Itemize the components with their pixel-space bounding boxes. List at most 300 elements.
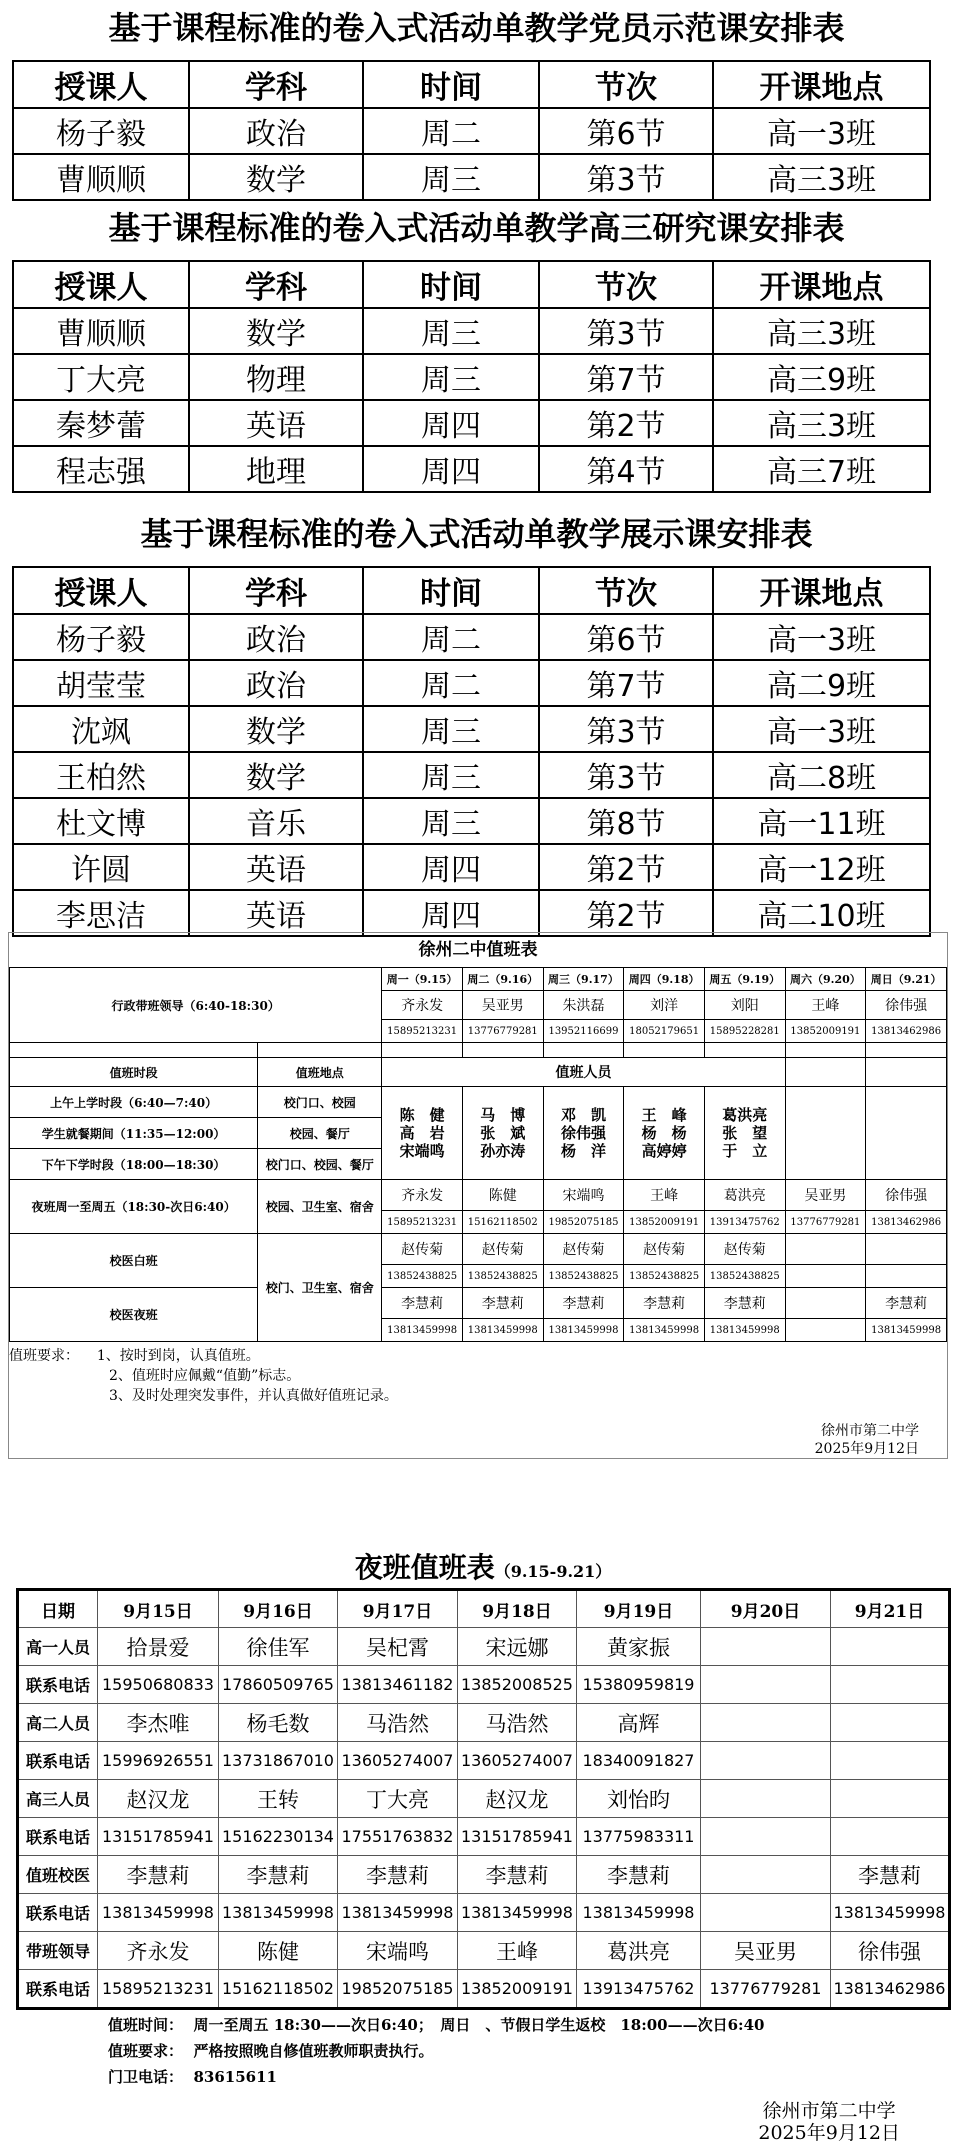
person-name: 王转 (219, 1780, 338, 1818)
person-name: 吴亚男 (701, 1932, 831, 1970)
table-cell: 周三 (363, 308, 539, 354)
leader-name: 朱洪磊 (543, 991, 624, 1020)
leader-name: 刘阳 (704, 991, 785, 1020)
phone (866, 1265, 947, 1288)
req-item: 1、按时到岗，认真值班。 (96, 1348, 260, 1364)
period-place: 校门口、校园 (258, 1087, 382, 1118)
doc-name: 赵传菊 (624, 1234, 705, 1265)
blank-cell (258, 1043, 382, 1058)
staff-name: 邓 凯 (560, 1106, 606, 1124)
staff-name: 宋端鸣 (399, 1142, 445, 1160)
staff-group (382, 1087, 463, 1180)
table-cell: 高三9班 (713, 354, 930, 400)
person-name: 黄家振 (577, 1628, 701, 1666)
person-name: 李慧莉 (338, 1856, 458, 1894)
table-cell: 许圆 (13, 844, 189, 890)
blank-cell (866, 1058, 947, 1087)
phone: 13852438825 (704, 1265, 785, 1288)
period-place: 校门口、校园、餐厅 (258, 1149, 382, 1180)
doc-night-label: 校医夜班 (10, 1288, 258, 1342)
table-row (13, 108, 930, 154)
doc-name (785, 1288, 866, 1319)
table-cell: 第3节 (539, 308, 713, 354)
table-row (13, 660, 930, 706)
night-signature (758, 2100, 900, 2144)
row-label: 带班领导 (18, 1932, 98, 1970)
duty-section (8, 932, 948, 1459)
night-name: 徐伟强 (866, 1180, 947, 1211)
col-period: 值班时段 (10, 1058, 258, 1087)
duty-frame (8, 932, 948, 1459)
person-name: 李慧莉 (98, 1856, 219, 1894)
date-label: 日期 (18, 1590, 98, 1628)
table-cell: 政治 (189, 108, 363, 154)
table-cell: 高三3班 (713, 400, 930, 446)
doc-name: 赵传菊 (704, 1234, 785, 1265)
header-row (13, 261, 930, 308)
phone: 15950680833 (98, 1666, 219, 1704)
phone: 13813462986 (831, 1970, 950, 2009)
staff-name: 孙亦涛 (480, 1142, 526, 1160)
phone: 13813459998 (98, 1894, 219, 1932)
header-row (13, 61, 930, 108)
table-cell: 高二10班 (713, 890, 930, 936)
table-row (13, 890, 930, 936)
table-cell: 杨子毅 (13, 108, 189, 154)
col-place: 值班地点 (258, 1058, 382, 1087)
night-title-row (16, 1548, 950, 1588)
table-cell: 第7节 (539, 354, 713, 400)
column-header: 开课地点 (713, 567, 930, 614)
phone: 13776779281 (701, 1970, 831, 2009)
table-cell: 第2节 (539, 400, 713, 446)
day-header: 周四（9.18） (624, 968, 705, 991)
table-cell: 周二 (363, 614, 539, 660)
table-cell: 第3节 (539, 752, 713, 798)
row-label: 联系电话 (18, 1818, 98, 1856)
night-name: 葛洪亮 (704, 1180, 785, 1211)
demo-lesson-section (0, 8, 953, 201)
date-header: 9月17日 (338, 1590, 458, 1628)
staff-name: 高婷婷 (641, 1142, 687, 1160)
table-cell: 音乐 (189, 798, 363, 844)
period-label: 学生就餐期间（11:35—12:00） (10, 1118, 258, 1149)
column-header: 授课人 (13, 567, 189, 614)
person-name: 拾景爱 (98, 1628, 219, 1666)
table-cell: 政治 (189, 614, 363, 660)
table-cell: 杜文博 (13, 798, 189, 844)
blank-cell (704, 1043, 785, 1058)
row-label: 值班校医 (18, 1856, 98, 1894)
showcase-lesson-section (0, 514, 953, 937)
column-header: 授课人 (13, 261, 189, 308)
table-row (13, 706, 930, 752)
column-header: 授课人 (13, 61, 189, 108)
table-cell: 周二 (363, 660, 539, 706)
leader-name: 徐伟强 (866, 991, 947, 1020)
doc-name: 李慧莉 (543, 1288, 624, 1319)
table-cell: 曹顺顺 (13, 308, 189, 354)
org-name: 徐州市第二中学 (762, 2100, 896, 2122)
table-title: 基于课程标准的卷入式活动单教学高三研究课安排表 (108, 209, 845, 247)
blank-cell (543, 1043, 624, 1058)
date-header: 9月19日 (577, 1590, 701, 1628)
table-cell: 高三3班 (713, 154, 930, 200)
person-name: 宋端鸣 (338, 1932, 458, 1970)
staff-name: 陈 健 (399, 1106, 445, 1124)
duty-requirements (9, 1342, 947, 1406)
doc-name: 赵传菊 (382, 1234, 463, 1265)
table-cell: 第6节 (539, 108, 713, 154)
phone: 13913475762 (704, 1211, 785, 1234)
period-place: 校园、餐厅 (258, 1118, 382, 1149)
phone: 13813459998 (866, 1319, 947, 1342)
person-name: 赵汉龙 (98, 1780, 219, 1818)
doc-day-label: 校医白班 (10, 1234, 258, 1288)
table-cell: 数学 (189, 308, 363, 354)
phone: 13813459998 (219, 1894, 338, 1932)
time-text: 周一至周五 18:30——次日6:40； 周日 、节假日学生返校 18:00——次日6:40 (193, 2016, 765, 2034)
row-label: 高三人员 (18, 1780, 98, 1818)
column-header: 时间 (363, 261, 539, 308)
phone (785, 1319, 866, 1342)
table-cell: 第8节 (539, 798, 713, 844)
table-cell: 第6节 (539, 614, 713, 660)
blank-cell (10, 1043, 258, 1058)
night-duty-row (10, 1180, 947, 1211)
table-cell: 物理 (189, 354, 363, 400)
person-name: 高辉 (577, 1704, 701, 1742)
phone: 15895228281 (704, 1020, 785, 1043)
leader-name: 吴亚男 (462, 991, 543, 1020)
doc-night-row (10, 1288, 947, 1319)
table-cell: 周四 (363, 844, 539, 890)
table-cell: 英语 (189, 890, 363, 936)
table-cell: 周三 (363, 706, 539, 752)
doc-name: 赵传菊 (543, 1234, 624, 1265)
table-cell: 数学 (189, 154, 363, 200)
row-label: 联系电话 (18, 1970, 98, 2009)
night-row (18, 1894, 950, 1932)
staff-name: 张 望 (722, 1124, 768, 1142)
table-cell: 高二9班 (713, 660, 930, 706)
doc-name: 赵传菊 (462, 1234, 543, 1265)
phone: 18052179651 (624, 1020, 705, 1043)
table-cell: 程志强 (13, 446, 189, 492)
staff-name: 王 峰 (641, 1106, 687, 1124)
night-subtitle: （9.15-9.21） (494, 1562, 612, 1581)
person-name (831, 1780, 950, 1818)
phone: 13852438825 (462, 1265, 543, 1288)
date-header: 9月18日 (458, 1590, 577, 1628)
doc-name (866, 1234, 947, 1265)
phone: 18340091827 (577, 1742, 701, 1780)
night-title: 夜班值班表 (354, 1551, 495, 1584)
night-name: 吴亚男 (785, 1180, 866, 1211)
doc-name (785, 1234, 866, 1265)
staff-group (543, 1087, 624, 1180)
doc-name: 李慧莉 (624, 1288, 705, 1319)
blank-cell (866, 1087, 947, 1180)
table-cell: 数学 (189, 706, 363, 752)
person-name: 徐佳军 (219, 1628, 338, 1666)
table-cell: 周三 (363, 752, 539, 798)
phone: 13151785941 (458, 1818, 577, 1856)
phone: 19852075185 (338, 1970, 458, 2009)
phone: 13852009191 (785, 1020, 866, 1043)
night-label: 夜班周一至周五（18:30-次日6:40） (10, 1180, 258, 1234)
table-cell: 第2节 (539, 844, 713, 890)
table-cell: 英语 (189, 400, 363, 446)
date-header: 9月21日 (831, 1590, 950, 1628)
days-row (10, 968, 947, 991)
night-name: 陈健 (462, 1180, 543, 1211)
phone (831, 1742, 950, 1780)
table-cell: 第3节 (539, 154, 713, 200)
phone: 13776779281 (462, 1020, 543, 1043)
leader-name: 刘洋 (624, 991, 705, 1020)
doc-name: 李慧莉 (382, 1288, 463, 1319)
table-cell: 李思洁 (13, 890, 189, 936)
phone: 15895213231 (98, 1970, 219, 2009)
table-cell: 曹顺顺 (13, 154, 189, 200)
staff-name: 于 立 (722, 1142, 768, 1160)
table-cell: 周二 (363, 108, 539, 154)
phone (701, 1742, 831, 1780)
phone: 13776779281 (785, 1211, 866, 1234)
phone: 13952116699 (543, 1020, 624, 1043)
date-header: 9月20日 (701, 1590, 831, 1628)
day-header: 周三（9.17） (543, 968, 624, 991)
person-name (701, 1856, 831, 1894)
person-name: 王峰 (458, 1932, 577, 1970)
day-header: 周日（9.21） (866, 968, 947, 991)
phone: 13605274007 (458, 1742, 577, 1780)
day-header: 周五（9.19） (704, 968, 785, 991)
table-cell: 高一3班 (713, 614, 930, 660)
req-item: 2、值班时应佩戴“值勤”标志。 (109, 1368, 301, 1384)
org-name: 徐州市第二中学 (821, 1423, 919, 1439)
phone: 13775983311 (577, 1818, 701, 1856)
column-header: 时间 (363, 567, 539, 614)
table-cell: 周四 (363, 446, 539, 492)
day-header: 周二（9.16） (462, 968, 543, 991)
table-cell: 高一12班 (713, 844, 930, 890)
person-name: 葛洪亮 (577, 1932, 701, 1970)
phone: 15162118502 (219, 1970, 338, 2009)
period-label: 上午上学时段（6:40—7:40） (10, 1087, 258, 1118)
night-table (16, 1588, 951, 2010)
person-name: 刘怡昀 (577, 1780, 701, 1818)
blank-cell (866, 1043, 947, 1058)
night-notes (16, 2012, 950, 2090)
table-row (13, 844, 930, 890)
phone: 13813459998 (458, 1894, 577, 1932)
person-name (701, 1704, 831, 1742)
night-section (16, 1548, 950, 2144)
staff-name: 马 博 (480, 1106, 526, 1124)
phone: 13852009191 (458, 1970, 577, 2009)
column-header: 节次 (539, 567, 713, 614)
staff-group (704, 1087, 785, 1180)
table-cell: 高三3班 (713, 308, 930, 354)
phone: 13813459998 (543, 1319, 624, 1342)
date-row (18, 1590, 950, 1628)
req-text: 严格按照晚自修值班教师职责执行。 (193, 2042, 434, 2060)
table-cell: 秦梦蕾 (13, 400, 189, 446)
table-cell: 王柏然 (13, 752, 189, 798)
column-header: 时间 (363, 61, 539, 108)
phone: 13813459998 (831, 1894, 950, 1932)
phone: 17860509765 (219, 1666, 338, 1704)
guard-label: 门卫电话： (108, 2068, 184, 2086)
night-row (18, 1780, 950, 1818)
night-row (18, 1856, 950, 1894)
phone (701, 1818, 831, 1856)
req-item: 3、及时处理突发事件，并认真做好值班记录。 (109, 1388, 398, 1404)
person-name: 陈健 (219, 1932, 338, 1970)
person-name: 马浩然 (338, 1704, 458, 1742)
blank-row (10, 1043, 947, 1058)
night-place: 校园、卫生室、宿舍 (258, 1180, 382, 1234)
row-label: 联系电话 (18, 1742, 98, 1780)
phone: 15895213231 (382, 1211, 463, 1234)
doc-name: 李慧莉 (866, 1288, 947, 1319)
table-cell: 高一3班 (713, 108, 930, 154)
table-cell: 第4节 (539, 446, 713, 492)
phone: 13731867010 (219, 1742, 338, 1780)
table-row (13, 798, 930, 844)
night-name: 王峰 (624, 1180, 705, 1211)
person-name: 吴杞霄 (338, 1628, 458, 1666)
table-cell: 高一3班 (713, 706, 930, 752)
table-cell: 周三 (363, 154, 539, 200)
night-row (18, 1932, 950, 1970)
phone: 15895213231 (382, 1020, 463, 1043)
header-row (13, 567, 930, 614)
staff-name: 高 岩 (399, 1124, 445, 1142)
blank-cell (462, 1043, 543, 1058)
night-row (18, 1742, 950, 1780)
person-name: 丁大亮 (338, 1780, 458, 1818)
phone: 13813459998 (624, 1319, 705, 1342)
phone: 13852438825 (382, 1265, 463, 1288)
column-header: 开课地点 (713, 61, 930, 108)
table-cell: 第2节 (539, 890, 713, 936)
phone: 15162118502 (462, 1211, 543, 1234)
person-name (831, 1628, 950, 1666)
person-name: 李杰唯 (98, 1704, 219, 1742)
column-header: 学科 (189, 261, 363, 308)
staff-group (624, 1087, 705, 1180)
date-header: 9月16日 (219, 1590, 338, 1628)
table-cell: 政治 (189, 660, 363, 706)
person-name (831, 1704, 950, 1742)
duty-title: 徐州二中值班表 (418, 940, 538, 960)
staff-name: 杨 洋 (560, 1142, 606, 1160)
blank-cell (785, 1087, 866, 1180)
table-cell: 高二8班 (713, 752, 930, 798)
phone: 17551763832 (338, 1818, 458, 1856)
time-label: 值班时间： (108, 2016, 184, 2034)
blank-cell (785, 1043, 866, 1058)
staff-name: 葛洪亮 (722, 1106, 768, 1124)
phone: 13813462986 (866, 1211, 947, 1234)
phone: 15162230134 (219, 1818, 338, 1856)
night-name: 宋端鸣 (543, 1180, 624, 1211)
person-name: 宋远娜 (458, 1628, 577, 1666)
staff-name: 徐伟强 (560, 1124, 606, 1142)
table-row (13, 308, 930, 354)
night-row (18, 1704, 950, 1742)
table-cell: 周四 (363, 890, 539, 936)
phone: 13151785941 (98, 1818, 219, 1856)
person-name: 赵汉龙 (458, 1780, 577, 1818)
person-name (701, 1780, 831, 1818)
blank-cell (624, 1043, 705, 1058)
phone: 13813462986 (866, 1020, 947, 1043)
blank-cell (785, 1058, 866, 1087)
doc-day-row (10, 1234, 947, 1265)
night-row (18, 1628, 950, 1666)
blank-cell (382, 1043, 463, 1058)
column-header: 学科 (189, 61, 363, 108)
night-row (18, 1818, 950, 1856)
row-label: 联系电话 (18, 1666, 98, 1704)
phone (785, 1265, 866, 1288)
row-label: 高二人员 (18, 1704, 98, 1742)
phone: 19852075185 (543, 1211, 624, 1234)
period-row (10, 1087, 947, 1118)
leader-label: 行政带班领导（6:40-18:30） (10, 968, 382, 1043)
doc-place: 校门、卫生室、宿舍 (258, 1234, 382, 1342)
person-name: 李慧莉 (831, 1856, 950, 1894)
phone (831, 1666, 950, 1704)
doc-name: 李慧莉 (462, 1288, 543, 1319)
person-name: 徐伟强 (831, 1932, 950, 1970)
staff-group (462, 1087, 543, 1180)
staff-name: 杨 杨 (641, 1124, 687, 1142)
phone: 13852009191 (624, 1211, 705, 1234)
table-row (13, 354, 930, 400)
research-lesson-section (0, 208, 953, 493)
phone (831, 1818, 950, 1856)
table-cell: 高一11班 (713, 798, 930, 844)
phone: 13813459998 (462, 1319, 543, 1342)
doc-name: 李慧莉 (704, 1288, 785, 1319)
table-row (13, 400, 930, 446)
research-lesson-table (12, 260, 931, 493)
night-row (18, 1666, 950, 1704)
person-name: 马浩然 (458, 1704, 577, 1742)
leader-name: 王峰 (785, 991, 866, 1020)
person-name: 杨毛数 (219, 1704, 338, 1742)
person-name: 李慧莉 (458, 1856, 577, 1894)
day-header: 周一（9.15） (382, 968, 463, 991)
column-header: 开课地点 (713, 261, 930, 308)
phone: 13813461182 (338, 1666, 458, 1704)
table-cell: 周三 (363, 798, 539, 844)
date-header: 9月15日 (98, 1590, 219, 1628)
guard-phone: 83615611 (193, 2068, 277, 2086)
night-row (18, 1970, 950, 2009)
demo-lesson-table (12, 60, 931, 201)
duty-signature (9, 1422, 947, 1458)
staff-name: 张 斌 (480, 1124, 526, 1142)
sign-date: 2025年9月12日 (758, 2122, 900, 2144)
table-cell: 周四 (363, 400, 539, 446)
person-name (701, 1628, 831, 1666)
